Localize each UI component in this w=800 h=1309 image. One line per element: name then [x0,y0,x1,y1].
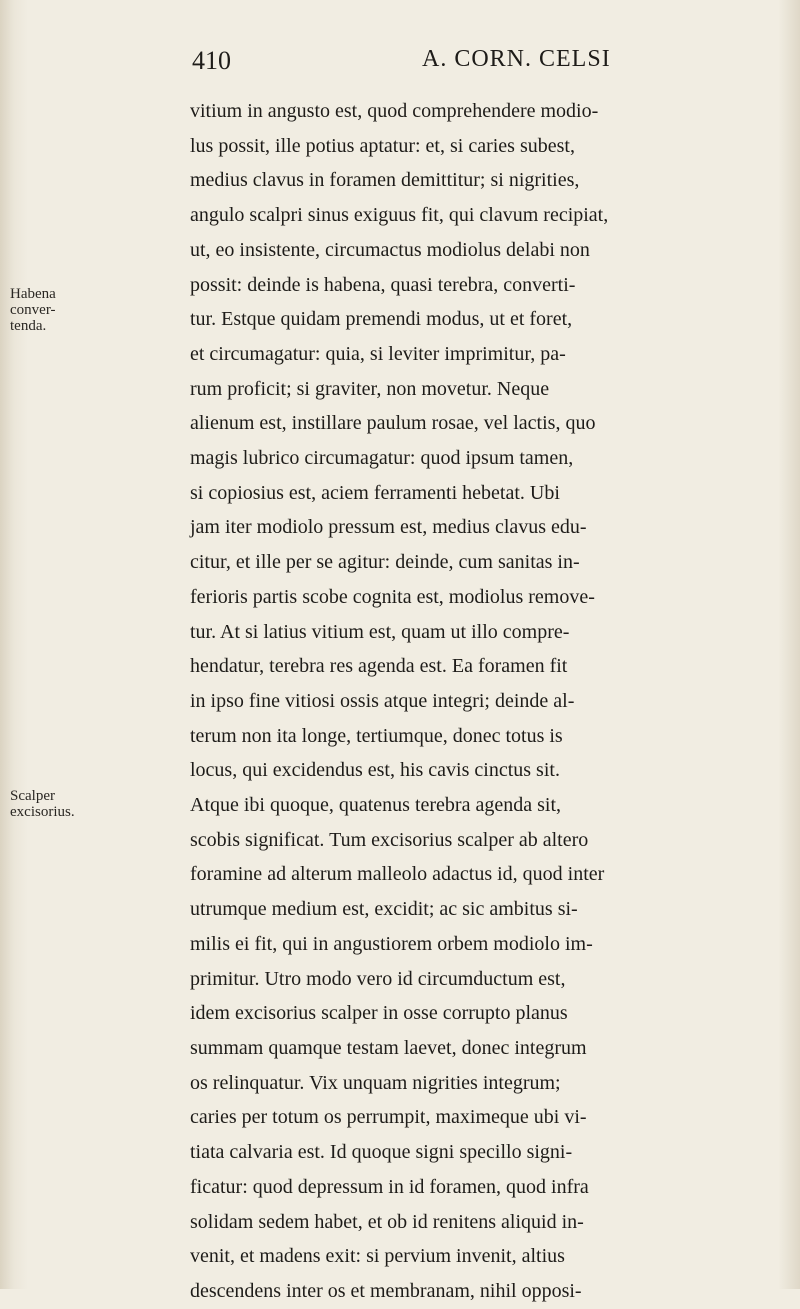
text-line: ut, eo insistente, circumactus modiolus delabi non [190,238,590,261]
page-number: 410 [192,46,231,75]
margin-note-scalper [10,788,140,820]
text-line: lus possit, ille potius aptatur: et, si caries subest, [190,134,575,157]
running-head: A. CORN. CELSI [422,46,611,72]
text-line: summam quamque testam laevet, donec integrum [190,1036,587,1059]
text-line: utrumque medium est, excidit; ac sic ambitus si- [190,898,578,921]
margin-note-line: Scalper [10,788,55,804]
text-line: solidam sedem habet, et ob id renitens aliquid in- [190,1210,584,1233]
text-line: ficatur: quod depressum in id foramen, quod infra [190,1175,589,1198]
page-header [190,46,750,76]
text-line: magis lubrico circumagatur: quod ipsum tamen, [190,447,574,470]
margin-note-line: conver- [10,302,56,318]
margin-note-habena [10,286,140,334]
text-line: locus, qui excidendus est, his cavis cinctus sit. [190,759,560,782]
text-line: caries per totum os perrumpit, maximeque ubi vi- [190,1106,587,1129]
text-line: milis ei fit, qui in angustiorem orbem modiolo im- [190,932,593,955]
text-line: possit: deinde is habena, quasi terebra, converti- [190,273,576,296]
text-line: tiata calvaria est. Id quoque signi specillo signi- [190,1141,573,1164]
text-line: descendens inter os et membranam, nihil opposi- [190,1279,582,1302]
margin-note-line: excisorius. [10,804,75,820]
text-line: ferioris partis scobe cognita est, modiolus remove- [190,585,595,608]
text-line: scobis significat. Tum excisorius scalper ab altero [190,828,589,851]
text-line: terum non ita longe, tertiumque, donec totus is [190,724,563,747]
text-line: in ipso fine vitiosi ossis atque integri; deinde al- [190,689,575,712]
text-line: jam iter modiolo pressum est, medius clavus edu- [190,516,587,539]
text-line: rum proficit; si graviter, non movetur. Neque [190,377,550,400]
text-line: primitur. Utro modo vero id circumductum est, [190,967,566,990]
text-line: tur. Estque quidam premendi modus, ut et foret, [190,308,573,331]
text-line: tur. At si latius vitium est, quam ut illo compre- [190,620,570,643]
text-line: foramine ad alterum malleolo adactus id, quod inter [190,863,605,886]
margin-note-line: tenda. [10,318,47,334]
text-line: citur, et ille per se agitur: deinde, cum sanitas in- [190,551,580,574]
text-line: medius clavus in foramen demittitur; si nigrities, [190,169,580,192]
text-line: et circumagatur: quia, si leviter imprimitur, pa- [190,342,566,365]
text-line: vitium in angusto est, quod comprehendere modio- [190,100,599,122]
text-line: idem excisorius scalper in osse corrupto planus [190,1002,568,1025]
body-text [190,94,770,1309]
margin-note-line: Habena [10,286,56,302]
text-line: si copiosius est, aciem ferramenti hebetat. Ubi [190,481,560,504]
text-line: hendatur, terebra res agenda est. Ea foramen fit [190,655,568,678]
text-line: alienum est, instillare paulum rosae, vel lactis, quo [190,412,596,435]
text-line: angulo scalpri sinus exiguus fit, qui clavum recipiat, [190,204,609,227]
text-line: Atque ibi quoque, quatenus terebra agenda sit, [190,794,561,817]
text-line: venit, et madens exit: si pervium invenit, altius [190,1245,565,1268]
text-line: os relinquatur. Vix unquam nigrities integrum; [190,1071,561,1094]
